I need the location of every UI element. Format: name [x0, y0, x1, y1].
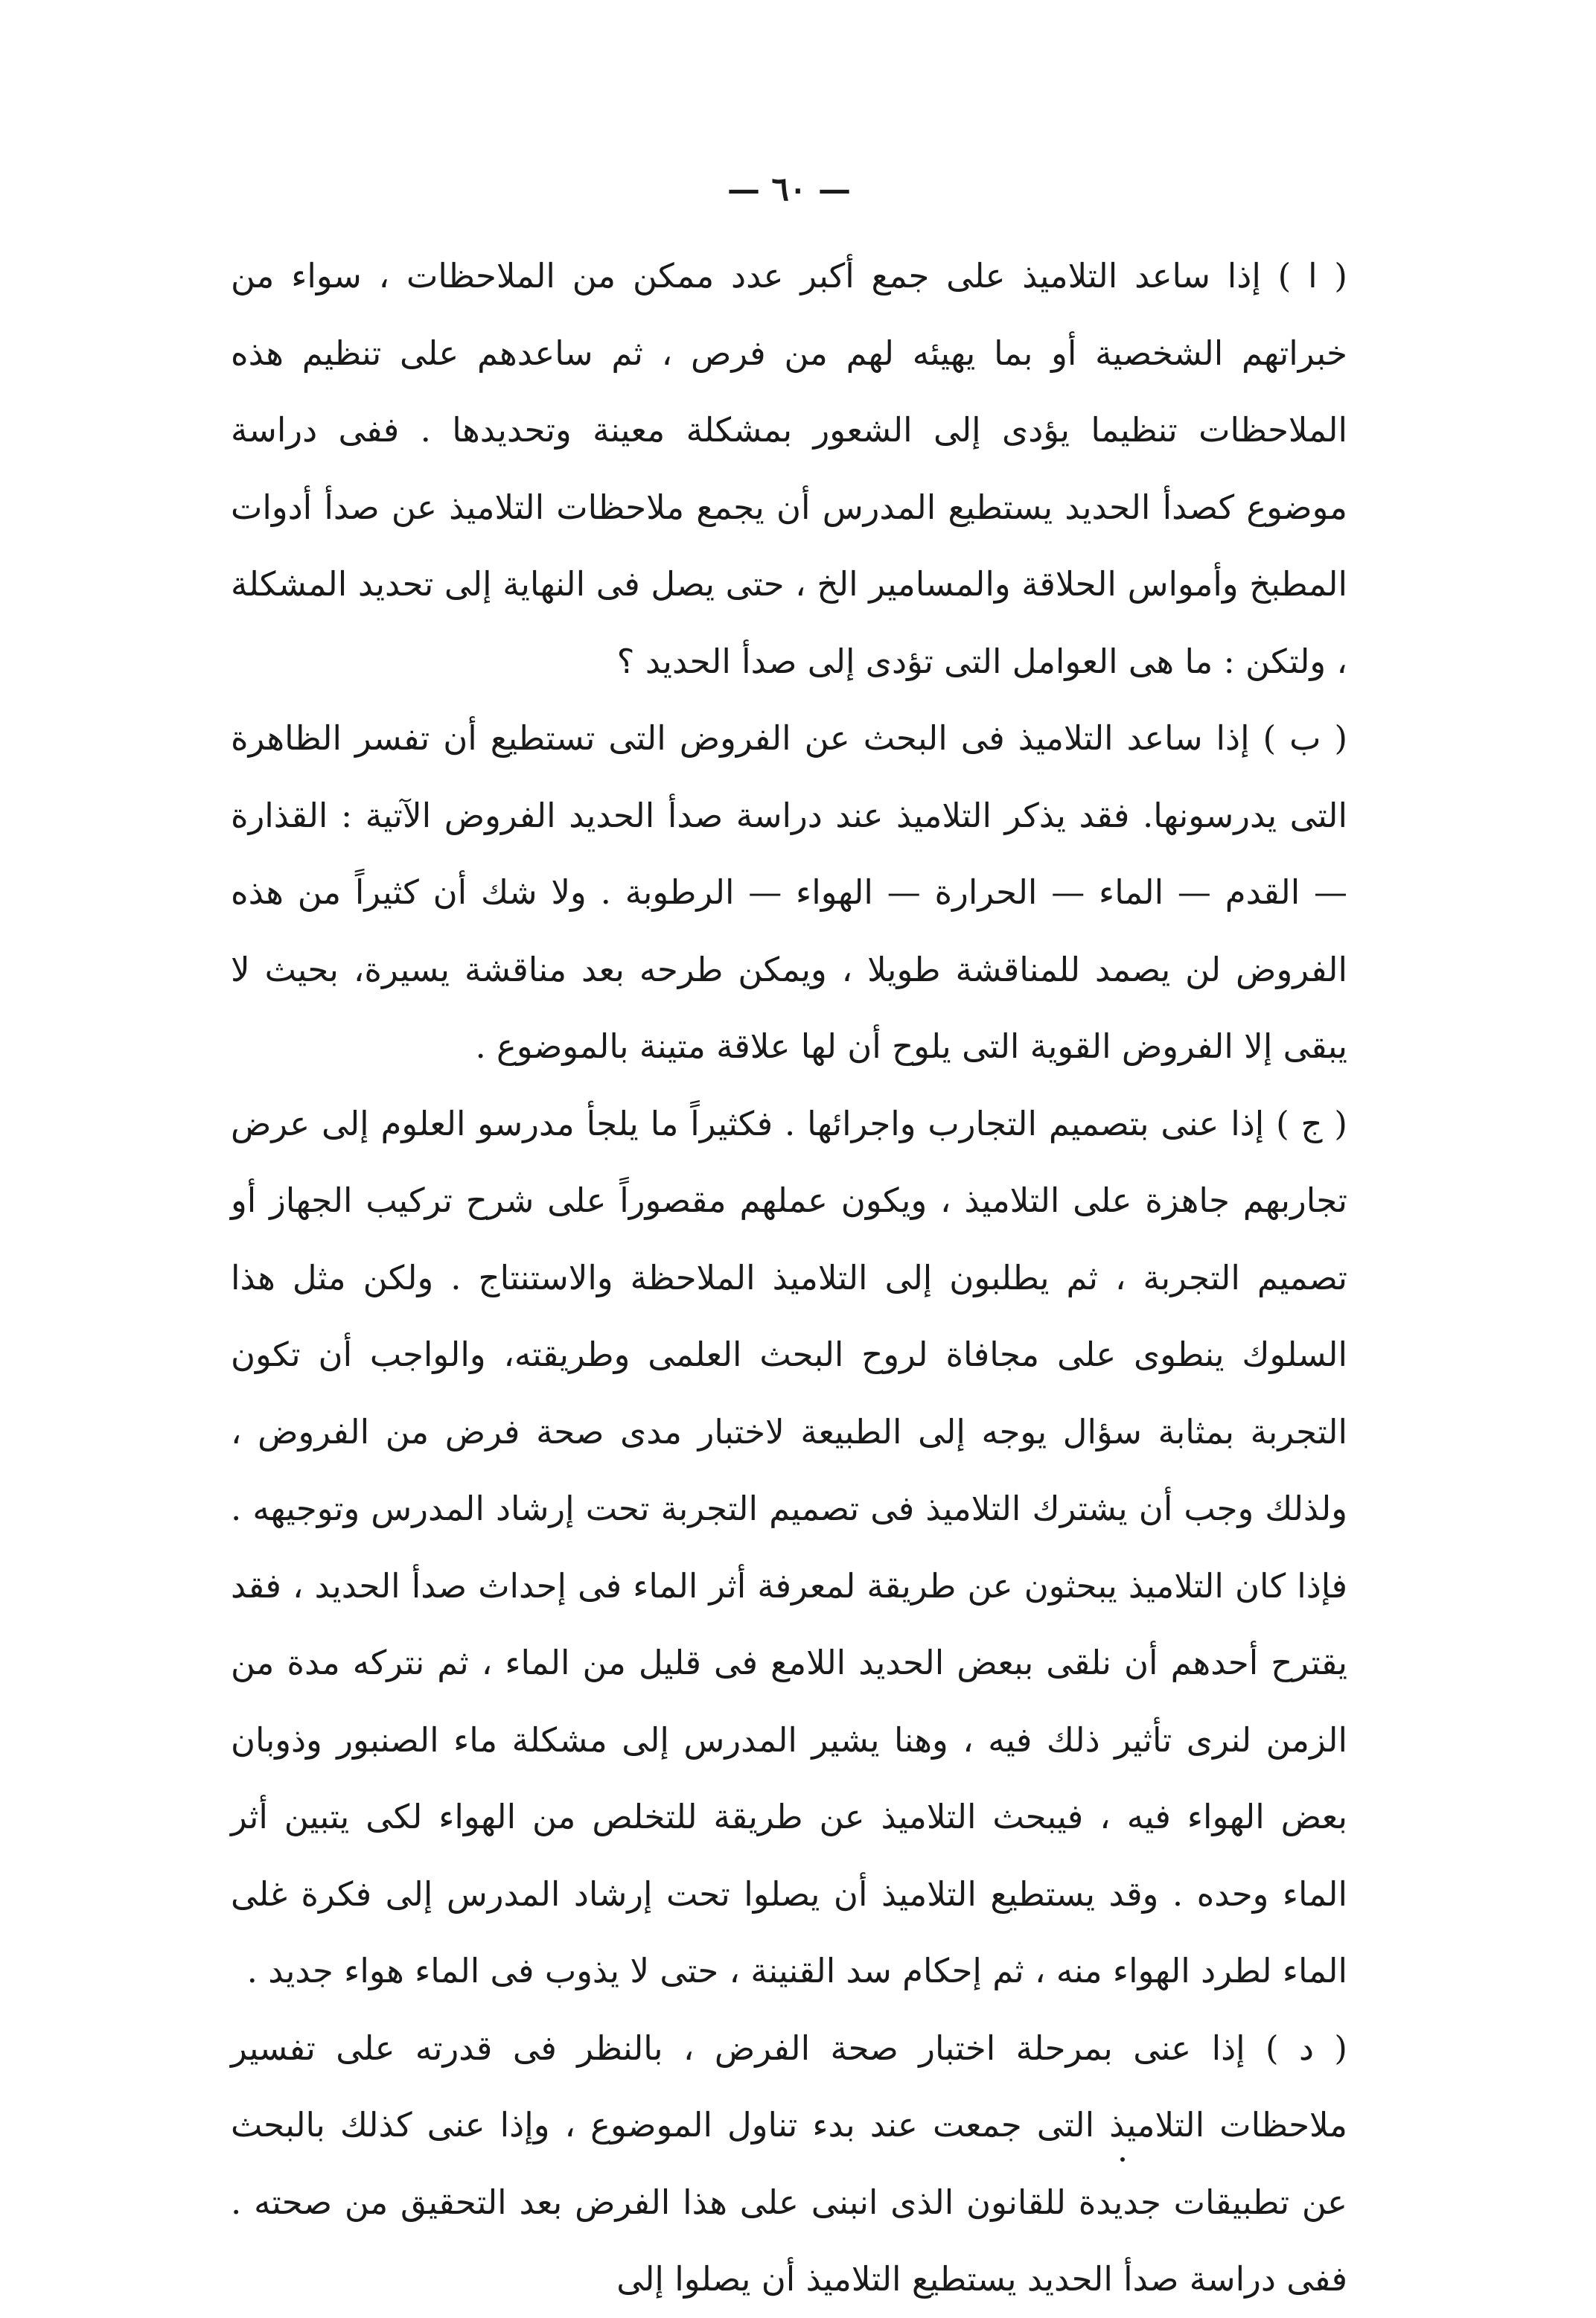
paragraph-ba: ( ب ) إذا ساعد التلاميذ فى البحث عن الفروض التى تستطيع أن تفسر الظاهرة التى يدرسونها. فقد يذكر التلاميذ عند دراسة صدأ الحديد الفروض الآتية : القذارة — القدم — الماء — الحرارة — الهواء — الرطوبة . ولا شك أن كثيراً من هذه الفروض لن يصمد للمناقشة طويلا ، ويمكن طرحه بعد مناقشة يسيرة، بحيث لا يبقى إلا الفروض القوية التى يلوح أن لها علاقة متينة بالموضوع . — [231, 718, 1347, 1066]
paragraph-jim: ( ج ) إذا عنى بتصميم التجارب واجرائها . فكثيراً ما يلجأ مدرسو العلوم إلى عرض تجاربهم جاهزة على التلاميذ ، ويكون عملهم مقصوراً على شرح تركيب الجهاز أو تصميم التجربة ، ثم يطلبون إلى التلاميذ الملاحظة والاستنتاج . ولكن مثل هذا السلوك ينطوى على مجافاة لروح البحث العلمى وطريقته، والواجب أن تكون التجربة بمثابة سؤال يوجه إلى الطبيعة لاختبار مدى صحة فرض من الفروض ، ولذلك وجب أن يشترك التلاميذ فى تصميم التجربة تحت إرشاد المدرس وتوجيهه . فإذا كان التلاميذ يبحثون عن طريقة لمعرفة أثر الماء فى إحداث صدأ الحديد ، فقد يقترح أحدهم أن نلقى ببعض الحديد اللامع فى قليل من الماء ، ثم نتركه مدة من الزمن لنرى تأثير ذلك فيه ، وهنا يشير المدرس إلى مشكلة ماء الصنبور وذوبان بعض الهواء فيه ، فيبحث التلاميذ عن طريقة للتخلص من الهواء لكى يتبين أثر الماء وحده . وقد يستطيع التلاميذ أن يصلوا تحت إرشاد المدرس إلى فكرة غلى الماء لطرد الهواء منه ، ثم إحكام سد القنينة ، حتى لا يذوب فى الماء هواء جديد . — [231, 1103, 1347, 1990]
body-text — [231, 237, 1347, 2318]
page-content — [231, 167, 1347, 2318]
paragraph-alif: ( ا ) إذا ساعد التلاميذ على جمع أكبر عدد ممكن من الملاحظات ، سواء من خبراتهم الشخصية أو بما يهيئه لهم من فرص ، ثم ساعدهم على تنظيم هذه الملاحظات تنظيما يؤدى إلى الشعور بمشكلة معينة وتحديدها . ففى دراسة موضوع كصدأ الحديد يستطيع المدرس أن يجمع ملاحظات التلاميذ عن صدأ أدوات المطبخ وأمواس الحلاقة والمسامير الخ ، حتى يصل فى النهاية إلى تحديد المشكلة ، ولتكن : ما هى العوامل التى تؤدى إلى صدأ الحديد ؟ — [231, 256, 1347, 681]
page-number: — ٦٠ — — [727, 170, 851, 208]
paragraph-dal: ( د ) إذا عنى بمرحلة اختبار صحة الفرض ، بالنظر فى قدرته على تفسير ملاحظات التلاميذ التى جمعت عند بدء تناول الموضوع ، وإذا عنى كذلك بالبحث عن تطبيقات جديدة للقانون الذى انبنى على هذا الفرض بعد التحقيق من صحته . ففى دراسة صدأ الحديد يستطيع التلاميذ أن يصلوا إلى — [231, 2028, 1347, 2299]
ink-dot — [1120, 2157, 1125, 2162]
